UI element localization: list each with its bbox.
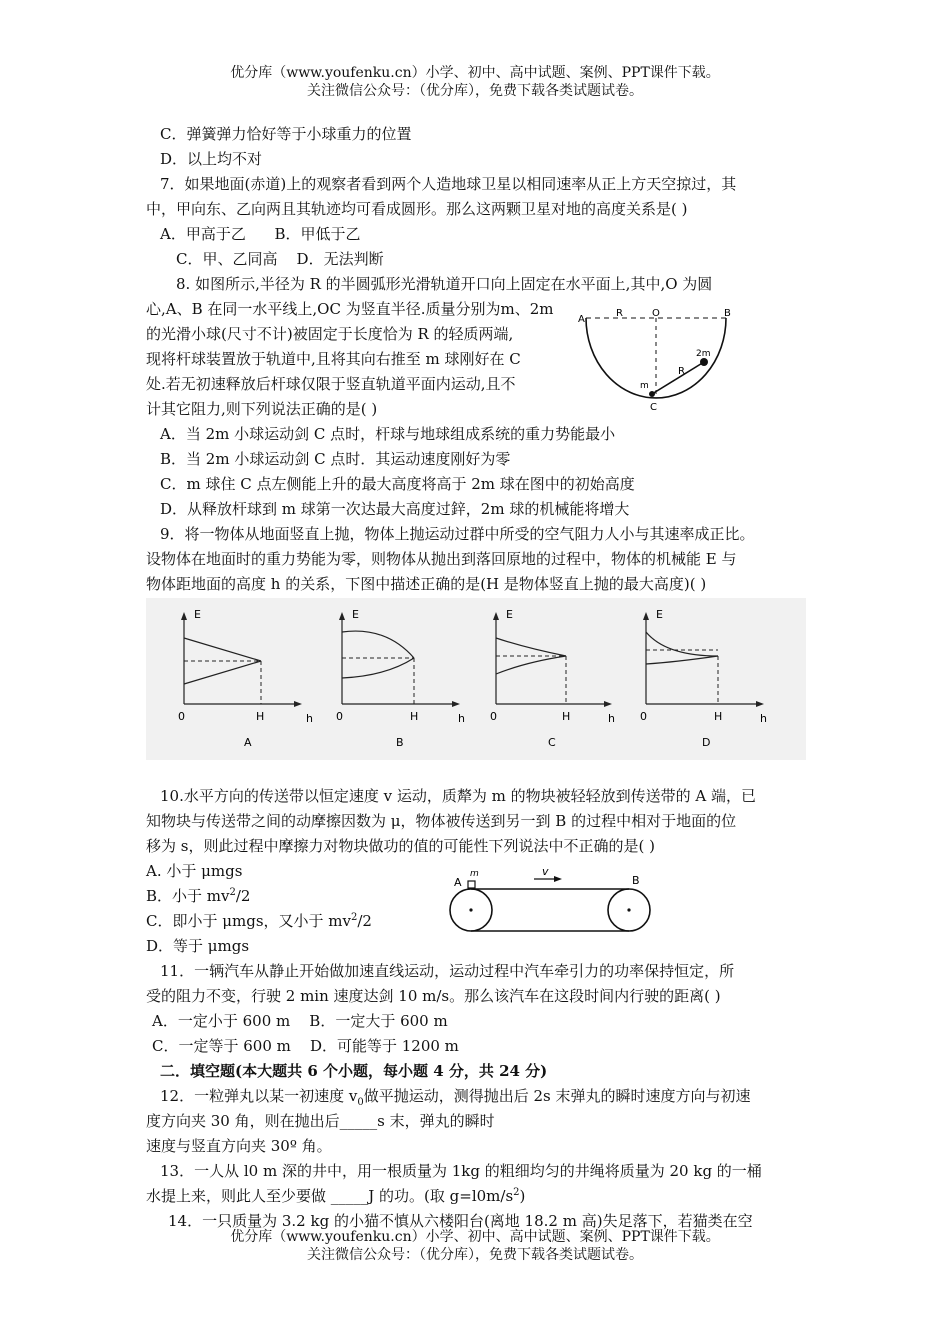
q10-option-c-sup: 2	[350, 912, 358, 923]
q8-stem-line-4: 现将杆球装置放于轨道中,且将其向右推至 m 球刚好在 C	[146, 350, 521, 368]
q10-conveyor-figure	[446, 866, 656, 938]
q8-stem-line-1: 8. 如图所示,半径为 R 的半圆弧形光滑轨道开口向上固定在水平面上,其中,O 为圆	[176, 275, 713, 293]
q10-option-c-text: C．即小于 μmgs，又小于 mv	[146, 912, 351, 930]
q11-options-cd: C．一定等于 600 m D．可能等于 1200 m	[152, 1037, 459, 1055]
q10-option-b-post: /2	[235, 887, 251, 905]
q10-option-c-post: /2	[357, 912, 372, 930]
q8-option-b: B．当 2m 小球运动剑 C 点时．其运动速度刚好为零	[160, 450, 511, 468]
q8-stem-line-6: 计其它阻力,则下列说法正确的是( )	[146, 400, 378, 418]
q8-label-o: O	[652, 308, 660, 319]
q12-line-1-post: 做平抛运动，测得抛出后 2s 末弹丸的瞬时速度方向与初速	[363, 1087, 751, 1105]
q9-graph-b-h-axis: h	[458, 712, 465, 725]
q8-label-r2: R	[678, 366, 685, 377]
q8-label-2m: 2m	[696, 349, 711, 359]
q9-graph-a-origin: 0	[178, 710, 185, 723]
q8-stem-line-5: 处.若无初速释放后杆球仅限于竖直轨道平面内运动,且不	[146, 375, 516, 393]
q9-stem-line-2: 设物体在地面时的重力势能为零，则物体从抛出到落回原地的过程中，物体的机械能 E 与	[146, 550, 737, 568]
q7-stem-line-2: 中，甲向东、乙向两且其轨迹均可看成圆形。那么这两颗卫星对地的高度关系是( )	[146, 200, 688, 218]
q10-label-m: m	[470, 869, 479, 879]
header-line-1: 优分库（www.youfenku.cn）小学、初中、高中试题、案例、PPT课件下载。	[230, 65, 720, 81]
q7-stem-line-1: 7．如果地面(赤道)上的观察者看到两个人造地球卫星以相同速率从正上方天空掠过，其	[160, 175, 737, 193]
footer-line-2: 关注微信公众号：（优分库），免费下载各类试题试卷。	[307, 1247, 643, 1263]
q10-label-b: B	[632, 874, 640, 887]
q9-graph-d-origin: 0	[640, 710, 647, 723]
q9-graph-b-label: B	[396, 736, 404, 749]
q13-line-2-post: )	[519, 1187, 526, 1205]
page-header	[0, 64, 950, 100]
q6-option-d: D．以上均不对	[160, 150, 263, 168]
q8-option-d: D．从释放杆球到 m 球第一次达最大高度过鋅，2m 球的机械能将增大	[160, 500, 630, 518]
q10-stem-line-3: 移为 s，则此过程中摩擦力对物块做功的值的可能性下列说法中不正确的是( )	[146, 837, 655, 855]
q13-line-2-text: 水提上来，则此人至少要做 _____J 的功。(取 g=l0m/s	[146, 1187, 514, 1205]
q9-graphs-figure	[146, 598, 806, 760]
q9-graph-d-e: E	[656, 608, 663, 621]
q9-graph-a-e: E	[194, 608, 201, 621]
q9-graph-d-h-max: H	[714, 710, 723, 723]
q12-stem-line-2: 度方向夹 30 角，则在抛出后_____s 末，弹丸的瞬时	[146, 1112, 495, 1130]
q10-option-a: A. 小于 μmgs	[146, 862, 243, 880]
q9-graph-c-h-max: H	[562, 710, 571, 723]
q13-stem-line-1: 13．一人从 l0 m 深的井中，用一根质量为 1kg 的粗细均匀的井绳将质量为 20 kg 的一桶	[160, 1162, 762, 1180]
q12-stem-line-3: 速度与竖直方向夹 30º 角。	[146, 1137, 332, 1155]
q9-graph-a-label: A	[244, 736, 252, 749]
q9-graph-c-label: C	[548, 736, 556, 749]
q8-ball-m	[649, 391, 655, 397]
q12-stem-line-1	[146, 1084, 810, 1109]
q9-stem-line-1: 9．将一物体从地面竖直上抛，物体上抛运动过群中所受的空气阻力人小与其速率成正比。	[160, 525, 755, 543]
q10-stem-line-1: 10.水平方向的传送带以恒定速度 v 运动，质犛为 m 的物块被轻轻放到传送带的 A 端，已	[160, 787, 756, 805]
q9-graph-d-h-axis: h	[760, 712, 767, 725]
q8-stem-line-3: 的光滑小球(尺寸不计)被固定于长度恰为 R 的轻质两端,	[146, 325, 514, 343]
q8-label-a: A	[578, 314, 585, 325]
footer-line-1: 优分库（www.youfenku.cn）小学、初中、高中试题、案例、PPT课件下载。	[230, 1229, 720, 1245]
q9-graph-a-h-max: H	[256, 710, 265, 723]
q13-line-2-sup: 2	[513, 1187, 520, 1198]
q12-line-1-sub: 0	[357, 1097, 364, 1108]
q10-option-d: D．等于 μmgs	[146, 937, 250, 955]
q9-stem-line-3: 物体距地面的高度 h 的关系，下图中描述正确的是(H 是物体竖直上抛的最大高度)( )	[146, 575, 707, 593]
q10-option-b-text: B．小于 mv	[146, 887, 230, 905]
q7-options-cd: C．甲、乙同高 D．无法判断	[176, 250, 384, 268]
q8-label-c: C	[650, 402, 657, 413]
q8-label-m: m	[640, 381, 649, 391]
q13-stem-line-2	[146, 1184, 810, 1209]
q10-option-b-sup: 2	[229, 887, 236, 898]
q11-stem-line-1: 11．一辆汽车从静止开始做加速直线运动，运动过程中汽车牵引力的功率保持恒定，所	[160, 962, 735, 980]
q12-line-1-text: 12．一粒弹丸以某一初速度 v	[160, 1087, 358, 1105]
q8-label-r1: R	[616, 308, 623, 319]
q9-graph-b-e: E	[352, 608, 359, 621]
q9-graph-c-e: E	[506, 608, 513, 621]
q8-label-b: B	[724, 308, 731, 319]
page-footer	[0, 1228, 950, 1264]
q10-block	[468, 881, 475, 888]
q9-graph-b-h-max: H	[410, 710, 419, 723]
header-line-2: 关注微信公众号：（优分库），免费下载各类试题试卷。	[307, 83, 643, 99]
q8-option-c: C．m 球住 C 点左侧能上升的最大高度将高于 2m 球在图中的初始高度	[160, 475, 635, 493]
q6-option-c: C．弹簧弹力恰好等于小球重力的位置	[160, 125, 412, 143]
q10-label-v: v	[542, 866, 549, 878]
q8-ball-2m	[700, 358, 708, 366]
q10-label-a: A	[454, 876, 462, 889]
q10-stem-line-2: 知物块与传送带之间的动摩擦因数为 μ，物体被传送到另一到 B 的过程中相对于地面的位	[146, 812, 737, 830]
q9-graph-c-origin: 0	[490, 710, 497, 723]
q9-graph-c-h-axis: h	[608, 712, 615, 725]
q8-semicircle-figure	[576, 308, 736, 416]
q7-options-ab: A．甲高于乙 B．甲低于乙	[160, 225, 361, 243]
q8-stem-line-2: 心,A、B 在同一水平线上,OC 为竖直半径.质量分别为m、2m	[146, 300, 554, 318]
section-2-title: 二．填空题(本大题共 6 个小题，每小题 4 分，共 24 分)	[160, 1062, 548, 1080]
q9-graph-d-label: D	[702, 736, 711, 749]
q8-option-a: A．当 2m 小球运动剑 C 点时，杆球与地球组成系统的重力势能最小	[160, 425, 616, 443]
q14-stem-line-1: 14．一只质量为 3.2 kg 的小猫不慎从六楼阳台(离地 18.2 m 高)失足落下，若猫类在空	[168, 1212, 753, 1230]
q9-graph-b-origin: 0	[336, 710, 343, 723]
q11-options-ab: A．一定小于 600 m B．一定大于 600 m	[152, 1012, 448, 1030]
q9-graph-a-h-axis: h	[306, 712, 313, 725]
q11-stem-line-2: 受的阻力不变，行驶 2 min 速度达剑 10 m/s。那么该汽车在这段时间内行驶的距离( )	[146, 987, 721, 1005]
